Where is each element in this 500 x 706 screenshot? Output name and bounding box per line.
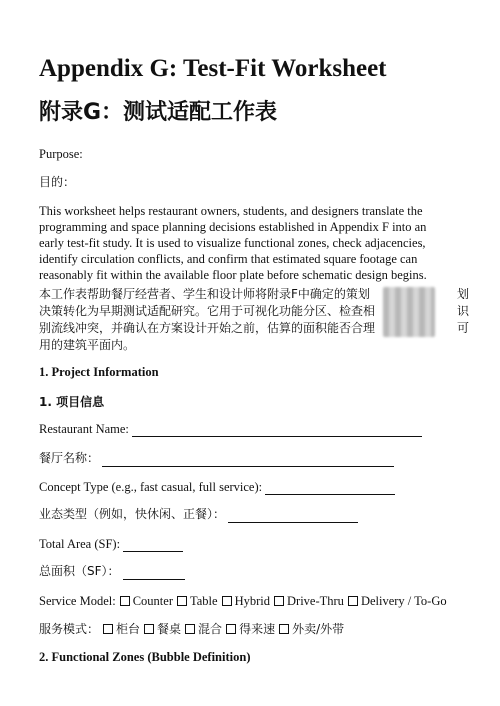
concept-type-blank-zh[interactable] xyxy=(228,510,358,523)
purpose-zh-line1: 本工作表帮助餐厅经营者、学生和设计师将附录F中确定的策划 xyxy=(39,287,370,301)
concept-type-field-zh xyxy=(39,506,478,523)
title-en: Appendix G: Test-Fit Worksheet xyxy=(39,55,387,82)
concept-type-blank-en[interactable] xyxy=(265,482,395,495)
purpose-zh-line3: 别流线冲突，并确认在方案设计开始之前，估算的面积能否合理 xyxy=(39,321,376,335)
total-area-label-zh: 总面积（SF）： xyxy=(39,564,120,578)
checkbox-table-zh[interactable] xyxy=(144,624,154,634)
restaurant-name-field-zh xyxy=(39,450,478,467)
redaction-blur xyxy=(383,287,435,337)
service-model-label-zh: 服务模式： xyxy=(39,622,100,636)
checkbox-counter-zh[interactable] xyxy=(103,624,113,634)
checkbox-drive-thru[interactable] xyxy=(274,596,284,606)
purpose-zh-line2: 决策转化为早期测试适配研究。它用于可视化功能分区、检查相 xyxy=(39,304,376,318)
purpose-label-en: Purpose: xyxy=(39,147,83,161)
total-area-field-en xyxy=(39,536,478,552)
restaurant-name-field-en xyxy=(39,421,478,437)
section-2-heading-en: 2. Functional Zones (Bubble Definition) xyxy=(39,650,251,664)
checkbox-delivery[interactable] xyxy=(348,596,358,606)
service-model-zh xyxy=(39,621,478,638)
restaurant-name-label-zh: 餐厅名称： xyxy=(39,451,100,465)
option-table: Table xyxy=(190,594,218,608)
concept-type-label-zh: 业态类型（例如，快休闲、正餐）： xyxy=(39,507,226,521)
option-counter-zh: 柜台 xyxy=(116,622,141,636)
purpose-zh-line3-end: 可 xyxy=(457,321,470,335)
option-delivery: Delivery / To-Go xyxy=(360,594,447,608)
checkbox-drive-thru-zh[interactable] xyxy=(226,624,236,634)
title-zh: 附录G：测试适配工作表 xyxy=(39,100,278,125)
section-1-heading-en: 1. Project Information xyxy=(39,365,159,379)
checkbox-hybrid[interactable] xyxy=(222,596,232,606)
checkbox-delivery-zh[interactable] xyxy=(279,624,289,634)
total-area-blank-zh[interactable] xyxy=(123,567,185,580)
option-counter: Counter xyxy=(132,594,173,608)
option-table-zh: 餐桌 xyxy=(157,622,182,636)
service-model-label-en: Service Model: xyxy=(39,594,116,608)
concept-type-field-en xyxy=(39,479,478,495)
checkbox-table[interactable] xyxy=(177,596,187,606)
restaurant-name-blank-en[interactable] xyxy=(132,424,422,437)
total-area-blank-en[interactable] xyxy=(123,539,183,552)
total-area-field-zh xyxy=(39,563,478,580)
checkbox-hybrid-zh[interactable] xyxy=(185,624,195,634)
purpose-zh-line1-end: 划 xyxy=(457,287,470,301)
option-drive-thru-zh: 得来速 xyxy=(239,622,276,636)
option-delivery-zh: 外卖/外带 xyxy=(292,622,345,636)
restaurant-name-label-en: Restaurant Name: xyxy=(39,422,129,436)
purpose-label-zh: 目的： xyxy=(39,175,76,189)
option-hybrid: Hybrid xyxy=(234,594,271,608)
option-drive-thru: Drive-Thru xyxy=(287,594,344,608)
option-hybrid-zh: 混合 xyxy=(198,622,223,636)
checkbox-counter[interactable] xyxy=(120,596,130,606)
total-area-label-en: Total Area (SF): xyxy=(39,537,121,551)
section-1-heading-zh: 1. 项目信息 xyxy=(39,395,105,409)
restaurant-name-blank-zh[interactable] xyxy=(102,454,394,467)
concept-type-label-en: Concept Type (e.g., fast casual, full service): xyxy=(39,480,263,494)
purpose-zh-line4: 用的建筑平面内。 xyxy=(39,338,136,352)
purpose-text-en: This worksheet helps restaurant owners, students, and designers translate the programming and space planning decisions established in Appendix F into an early test-fit study. It is used to visualize functional zones, check adjacencies, identify circulation conflicts, and confirm that estimated square footage can reasonably fit within the available floor plate before schematic design begins. xyxy=(39,204,427,282)
purpose-zh-line2-end: 识 xyxy=(457,304,470,318)
service-model-en xyxy=(39,593,478,609)
